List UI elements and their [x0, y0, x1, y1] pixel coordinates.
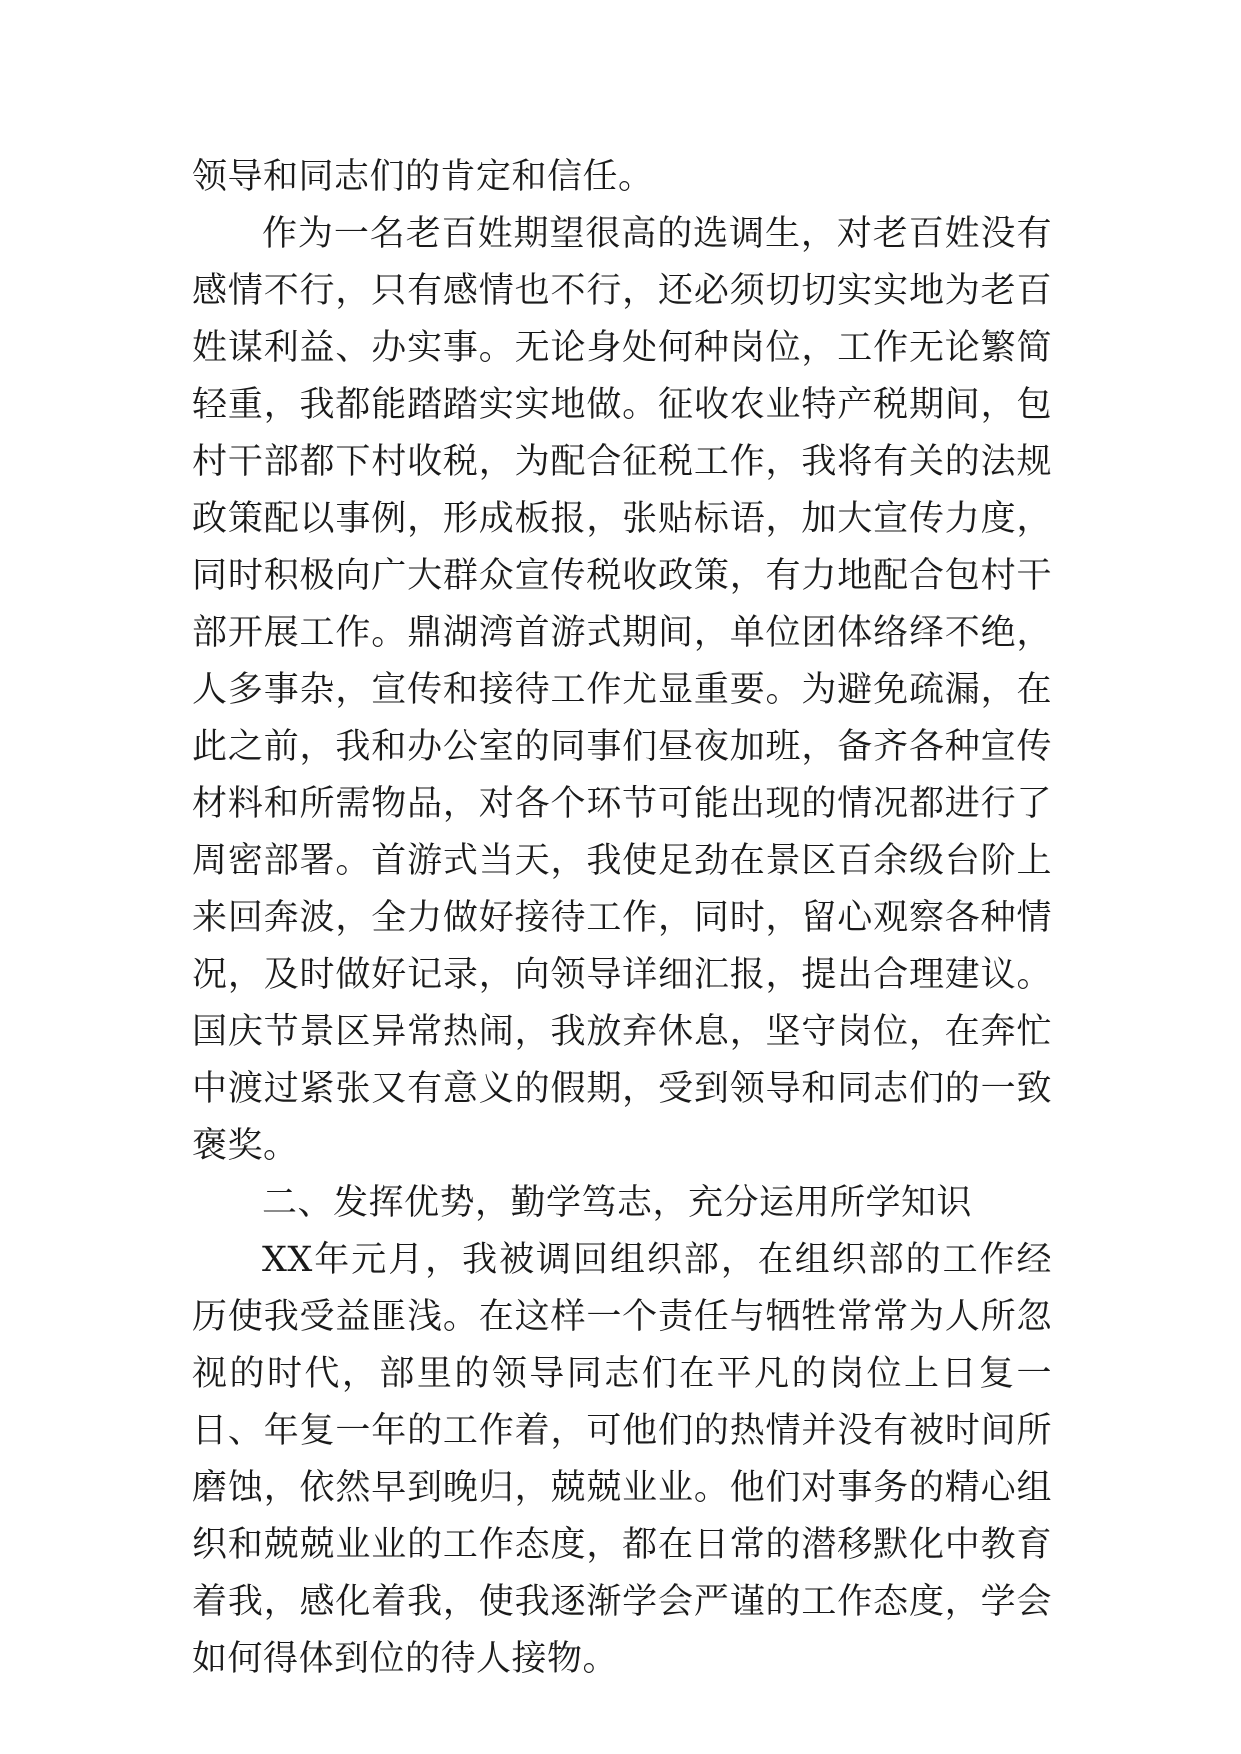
section-heading-two: 二、发挥优势，勤学笃志，充分运用所学知识 — [262, 1183, 973, 1223]
paragraph-work-experience: 作为一名老百姓期望很高的选调生，对老百姓没有感情不行，只有感情也不行，还必须切切实实地为老百姓谋利益、办实事。无论身处何种岗位，工作无论繁简轻重，我都能踏踏实实地做。征收农业特产税期间，包村干部都下村收税，为配合征税工作，我将有关的法规政策配以事例，形成板报，张贴标语，加大宣传力度，同时积极向广大群众宣传税收政策，有力地配合包村干部开展工作。鼎湖湾首游式期间，单位团体络绎不绝，人多事杂，宣传和接待工作尤显重要。为避免疏漏，在此之前，我和办公室的同事们昼夜加班，备齐各种宣传材料和所需物品，对各个环节可能出现的情况都进行了周密部署。首游式当天，我使足劲在景区百余级台阶上来回奔波，全力做好接待工作，同时，留心观察各种情况，及时做好记录，向领导详细汇报，提出合理建议。国庆节景区异常热闹，我放弃休息，坚守岗位，在奔忙中渡过紧张又有意义的假期，受到领导和同志们的一致褒奖。 — [192, 214, 1052, 1166]
document-body — [192, 149, 1052, 1688]
paragraph-continuation: 领导和同志们的肯定和信任。 — [192, 157, 654, 197]
paragraph-organization-department: XX年元月，我被调回组织部，在组织部的工作经历使我受益匪浅。在这样一个责任与牺牲常常为人所忽视的时代，部里的领导同志们在平凡的岗位上日复一日、年复一年的工作着，可他们的热情并没有被时间所磨蚀，依然早到晚归，兢兢业业。他们对事务的精心组织和兢兢业业的工作态度，都在日常的潜移默化中教育着我，感化着我，使我逐渐学会严谨的工作态度，学会如何得体到位的待人接物。 — [192, 1240, 1052, 1679]
